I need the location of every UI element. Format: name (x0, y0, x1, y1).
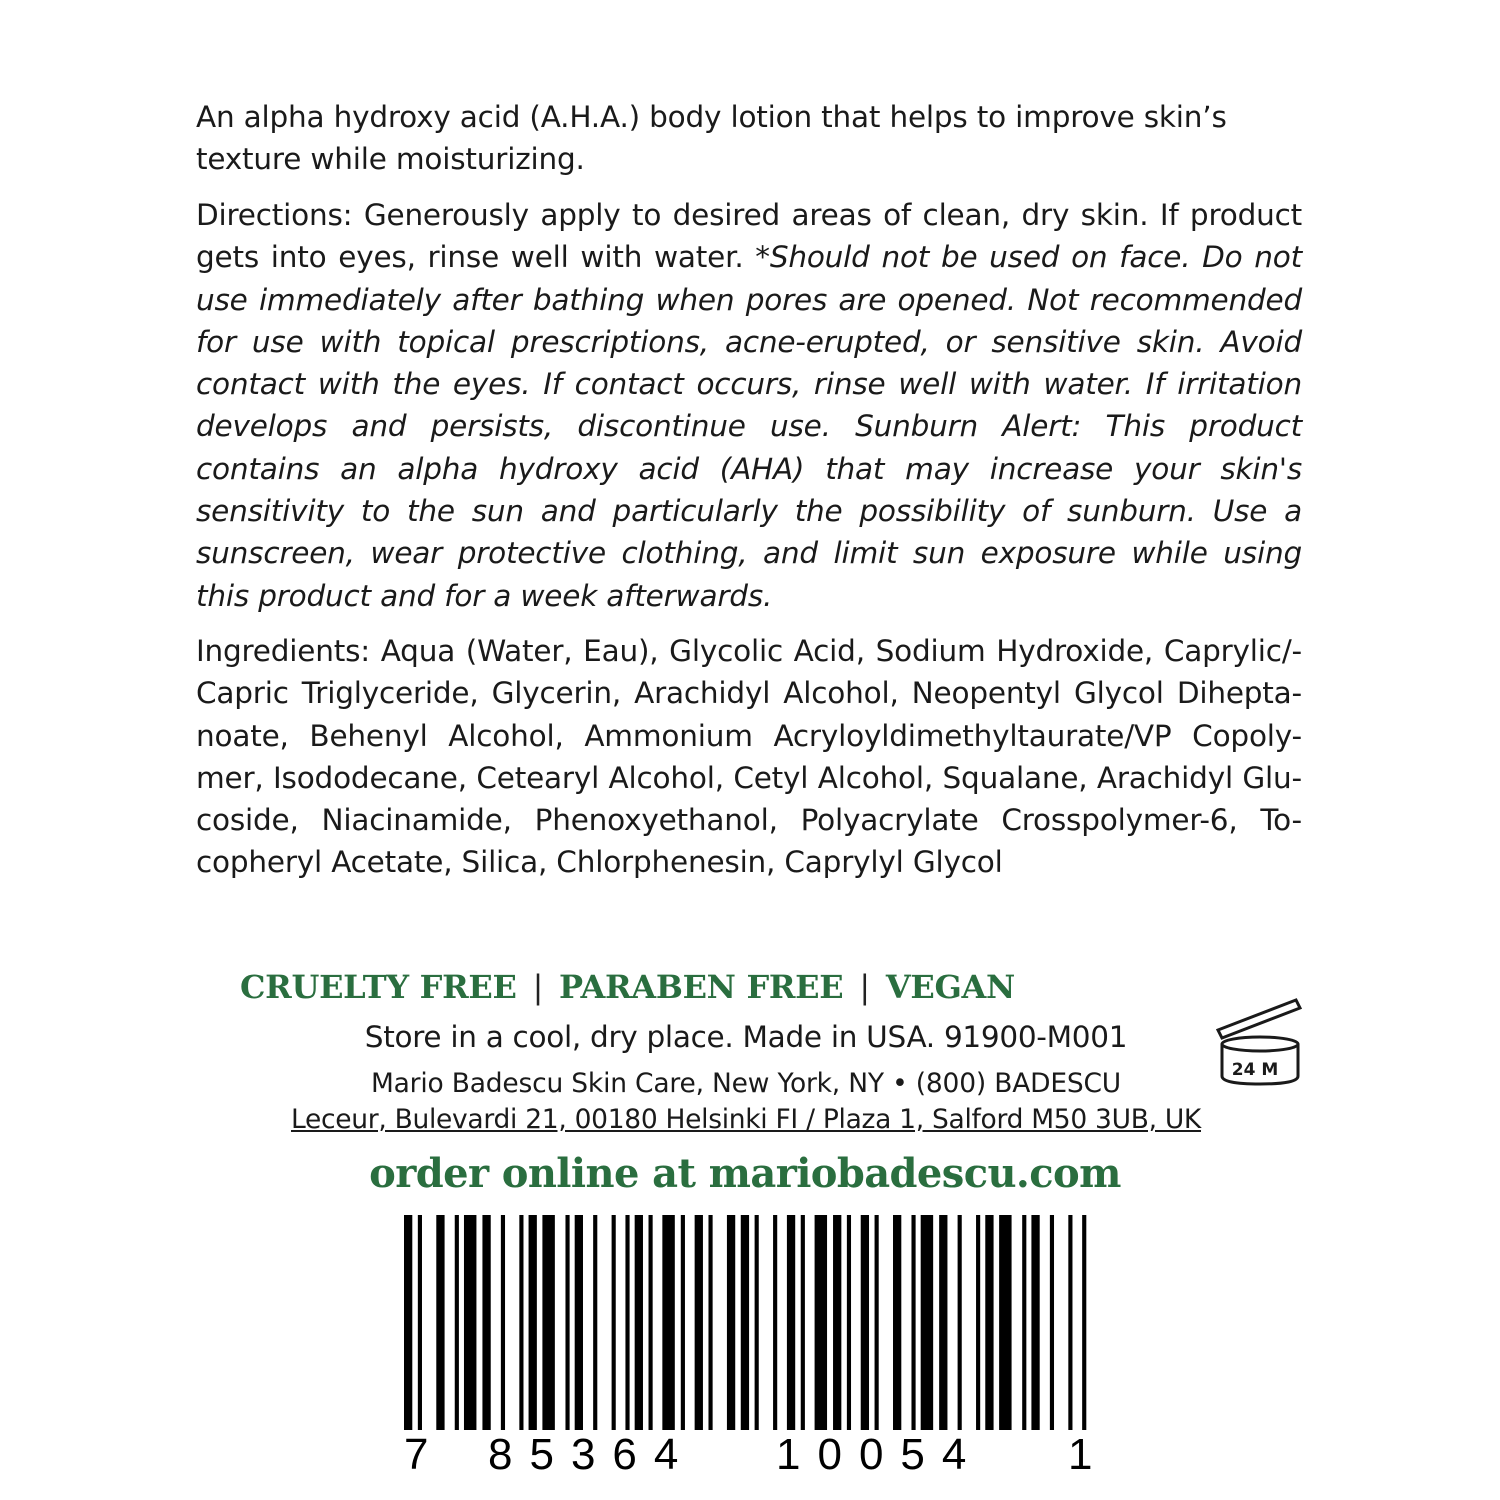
claim-separator: | (859, 968, 870, 1006)
company-address: Mario Badescu Skin Care, New York, NY • (800) BADESCU (370, 1068, 1122, 1099)
barcode-bar (1031, 1215, 1039, 1430)
storage-note: Store in a cool, dry place. Made in USA. 91900-M001 (364, 1020, 1128, 1054)
barcode-bar (404, 1215, 412, 1465)
barcode-bar (741, 1215, 749, 1430)
barcode-bar (418, 1215, 422, 1465)
barcode-bar (893, 1215, 901, 1430)
barcode-bar (681, 1215, 685, 1430)
barcode-bar (575, 1215, 583, 1430)
barcode-bar (755, 1215, 759, 1430)
barcode-bar (875, 1215, 879, 1430)
barcode-bar (1068, 1215, 1072, 1430)
barcode-bar (593, 1215, 597, 1430)
barcode (404, 1215, 1096, 1465)
barcode-bar (635, 1215, 643, 1430)
barcode-bar (939, 1215, 947, 1430)
barcode-bar (861, 1215, 869, 1465)
barcode-bar (662, 1215, 674, 1430)
barcode-bar (708, 1215, 712, 1430)
barcode-bar (625, 1215, 629, 1430)
barcode-bar (999, 1215, 1011, 1430)
barcode-digit-left: 7 (404, 1430, 440, 1480)
product-description: An alpha hydroxy acid (A.H.A.) body lotion that helps to improve skin’s texture while moisturizing. (196, 100, 1227, 177)
barcode-bar (773, 1215, 777, 1430)
barcode-bar (482, 1215, 490, 1430)
ingredients-label: Ingredients: (196, 634, 370, 668)
barcode-bar (727, 1215, 735, 1430)
barcode-digits-group-1: 85364 (482, 1430, 701, 1480)
barcode-bar (529, 1215, 537, 1430)
barcode-bar (801, 1215, 805, 1430)
ingredients-paragraph (196, 630, 1302, 884)
barcode-bar (958, 1215, 962, 1430)
barcode-bar (833, 1215, 841, 1430)
claim-separator: | (532, 968, 544, 1006)
claim-vegan: VEGAN (885, 968, 1015, 1006)
directions-label: Directions: (196, 198, 353, 232)
pao-label: 24 M (1231, 1060, 1279, 1080)
barcode-digit-right: 1 (1060, 1430, 1092, 1480)
barcode-bar (455, 1215, 459, 1430)
barcode-bar (612, 1215, 616, 1430)
barcode-bar (1050, 1215, 1054, 1430)
barcode-digits-group-2: 10054 (770, 1430, 989, 1480)
barcode-bar (542, 1215, 554, 1430)
warning-text: *Should not be used on face. Do not use immediately after bathing when pores are opened. Not recommended for use with topical prescriptions, acne-erupted, or sensitive skin. Avoid contact with the eyes. If contact occurs, rinse well with water. If irritation develops and persists, discontinue use. Sunburn Alert: This product contains an alpha hydroxy acid (AHA) that may increase your skin's sensitivity to the sun and particularly the possibility of sunburn. Use a sunscreen, wear protective clothing, and limit sun exposure while using this product and for a week afterwards. (196, 240, 1302, 613)
barcode-bar (815, 1215, 827, 1430)
barcode-bar (976, 1215, 980, 1430)
barcode-bar (1022, 1215, 1026, 1430)
barcode-bar (464, 1215, 476, 1430)
barcode-bar (565, 1215, 569, 1430)
barcode-bar (787, 1215, 795, 1430)
barcode-bar (649, 1215, 653, 1430)
directions-paragraph (196, 194, 1302, 617)
claim-paraben-free: PARABEN FREE (559, 968, 844, 1006)
directions-text: Generously apply to desired areas of clean, dry skin. If product gets into eyes, rinse well with water. (196, 198, 1302, 275)
barcode-bar (436, 1215, 444, 1430)
barcode-bar (501, 1215, 505, 1430)
barcode-bar (695, 1215, 703, 1430)
barcode-bar (519, 1215, 523, 1430)
eu-address: Leceur, Bulevardi 21, 00180 Helsinki FI / Plaza 1, Salford M50 3UB, UK (291, 1104, 1201, 1135)
claim-cruelty-free: CRUELTY FREE (240, 968, 517, 1006)
ingredients-text: Aqua (Water, Eau), Glycolic Acid, Sodium Hydroxide, Caprylic/-Capric Triglyceride, Glycerin, Arachidyl Alcohol, Neopentyl Glycol Dihepta-noate, Behenyl Alcohol, Ammonium Acryloyldimethyltaurate/VP Copoly-mer, Isododecane, Cetearyl Alcohol, Cetyl Alcohol, Squalane, Arachidyl Glu-coside, Niacinamide, Phenoxyethanol, Polyacrylate Crosspolymer-6, To-copheryl Acetate, Silica, Chlorphenesin, Caprylyl Glycol (196, 634, 1302, 880)
barcode-bar (921, 1215, 933, 1430)
barcode-bar (985, 1215, 993, 1430)
order-online-text: order online at mariobadescu.com (369, 1150, 1121, 1197)
barcode-bar (1082, 1215, 1086, 1430)
barcode-bar (911, 1215, 915, 1430)
barcode-bar (847, 1215, 851, 1465)
